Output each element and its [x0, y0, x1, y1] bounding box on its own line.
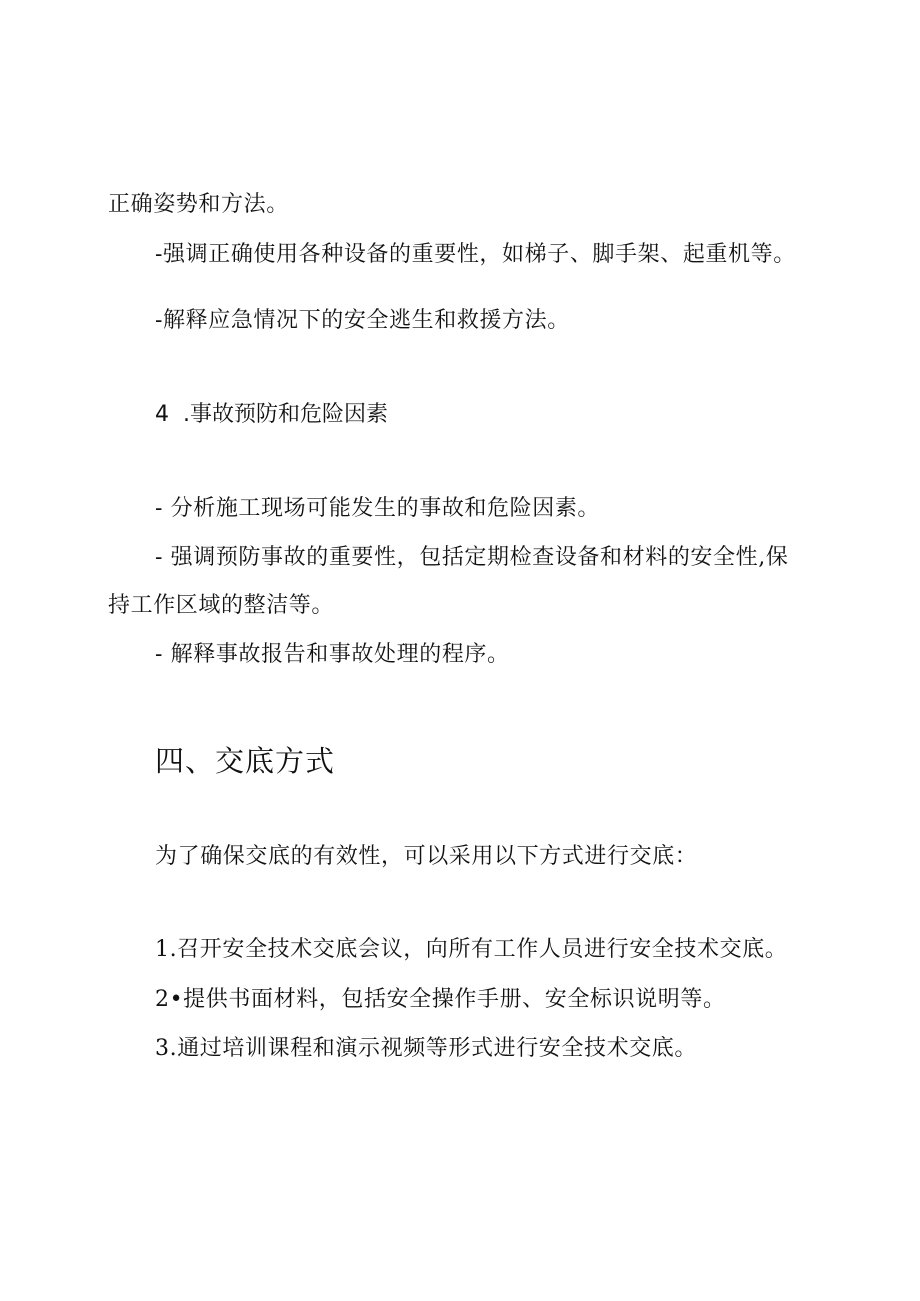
bullet-equipment-usage: -强调正确使用各种设备的重要性，如梯子、脚手架、起重机等。 — [155, 242, 796, 267]
method-item-meeting: 1.召开安全技术交底会议，向所有工作人员进行安全技术交底。 — [155, 937, 788, 962]
bullet-accident-reporting: - 解释事故报告和事故处理的程序。 — [155, 642, 510, 667]
bullet-emergency-escape: -解释应急情况下的安全逃生和救援方法。 — [155, 308, 570, 333]
section-intro: 为了确保交底的有效性，可以采用以下方式进行交底： — [155, 844, 698, 869]
bullet-prevention-importance-line1: - 强调预防事故的重要性，包括定期检查设备和材料的安全性,保 — [155, 545, 789, 570]
method-item-written-materials: 2•提供书面材料，包括安全操作手册、安全标识说明等。 — [155, 987, 726, 1012]
subsection-heading-accident-prevention: 4 .事故预防和危险因素 — [155, 402, 388, 427]
section-heading-briefing-methods: 四、交底方式 — [155, 744, 336, 778]
bullet-analyze-hazards: - 分析施工现场可能发生的事故和危险因素。 — [155, 496, 601, 521]
paragraph-continuation: 正确姿势和方法。 — [108, 192, 289, 217]
bullet-prevention-importance-line2: 持工作区域的整洁等。 — [108, 593, 335, 618]
method-item-training: 3.通过培训课程和演示视频等形式进行安全技术交底。 — [155, 1036, 697, 1061]
